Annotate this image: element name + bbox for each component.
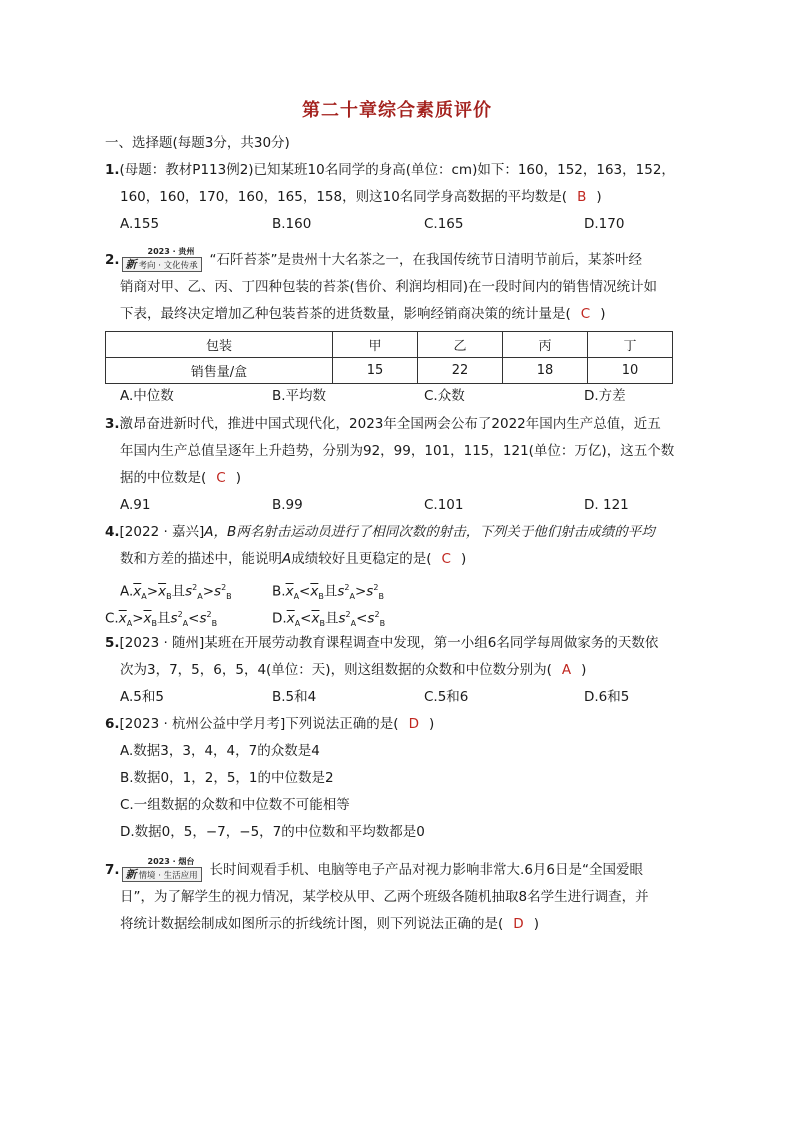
variance-symbol: s xyxy=(366,583,374,600)
variable-a: A xyxy=(282,551,292,567)
question-text: 数和方差的描述中，能说明 xyxy=(120,551,282,567)
square: 2 xyxy=(373,583,379,592)
question-text: (母题：教材P113例2)已知某班10名同学的身高(单位：cm)如下：160，152，163，152， xyxy=(119,162,675,178)
table-cell: 22 xyxy=(418,358,503,384)
option-d: D.6和5 xyxy=(584,689,630,705)
paren-close: ) xyxy=(600,306,606,322)
variance-symbol: s xyxy=(170,610,178,627)
subscript-b: B xyxy=(318,592,324,602)
option-b: B.5和4 xyxy=(272,689,317,705)
subscript-b: B xyxy=(379,619,386,629)
paren-close: ) xyxy=(460,551,467,567)
table-cell: 甲 xyxy=(333,332,418,358)
question-number: 6. xyxy=(105,716,120,732)
conjunction: 且 xyxy=(157,610,171,627)
mean-symbol: $\overline{x}$ xyxy=(285,583,294,600)
option-c: C.165 xyxy=(424,216,464,232)
mean-symbol: $\overline{x}$ xyxy=(143,610,152,627)
variance-symbol: s xyxy=(338,610,346,627)
badge-main: 新 xyxy=(125,868,137,881)
question-text: A，B两名射击运动员进行了相同次数的射击，下列关于他们射击成绩的平均 xyxy=(204,524,655,540)
subscript-b: B xyxy=(211,619,218,629)
option-d xyxy=(272,605,385,634)
answer-mark: C xyxy=(441,551,451,567)
conjunction: 且 xyxy=(323,583,338,600)
question-2-line-2: 销商对甲、乙、丙、丁四种包装的苔茶(售价、利润均相同)在一段时间内的销售情况统计如 xyxy=(120,279,658,295)
relation: < xyxy=(300,610,312,627)
subscript-b: B xyxy=(226,592,232,602)
answer-mark: B xyxy=(577,189,587,205)
question-1-line-2 xyxy=(120,187,602,207)
option-c: C.众数 xyxy=(424,388,465,404)
subscript-a: A xyxy=(349,592,355,602)
question-1-line-1 xyxy=(105,160,675,180)
option-b: B.数据0，1，2，5，1的中位数是2 xyxy=(120,770,334,786)
option-a: A.数据3，3，4，4，7的众数是4 xyxy=(120,743,320,759)
option-b: B.99 xyxy=(272,497,303,513)
option-label: C. xyxy=(105,610,119,627)
question-7-line-3 xyxy=(120,914,539,934)
mean-symbol: $\overline{x}$ xyxy=(118,610,127,627)
question-text: 160，160，170，160，165，158，则这10名同学身高数据的平均数是( xyxy=(120,189,568,205)
option-d: D.方差 xyxy=(584,388,626,404)
square: 2 xyxy=(192,583,198,592)
question-3-line-2: 年国内生产总值呈逐年上升趋势，分别为92，99，101，115，121(单位：万亿)，这五个数 xyxy=(120,443,675,459)
subscript-b: B xyxy=(151,619,158,629)
option-label: B. xyxy=(272,583,286,600)
option-c xyxy=(105,605,217,634)
question-text: “石阡苔茶”是贵州十大名茶之一，在我国传统节日清明节前后，某茶叶经 xyxy=(209,252,643,268)
option-c: C.一组数据的众数和中位数不可能相等 xyxy=(120,797,350,813)
question-text: 据的中位数是( xyxy=(120,470,207,486)
subscript-a: A xyxy=(182,619,189,629)
badge-text: 考向 · 文化传承 xyxy=(138,261,198,271)
question-text: 次为3，7，5，6，5，4(单位：天)，则这组数据的众数和中位数分别为( xyxy=(120,662,552,678)
variance-symbol: s xyxy=(214,583,222,600)
table-cell: 销售量/盒 xyxy=(106,358,333,384)
relation: < xyxy=(299,583,311,600)
relation: > xyxy=(132,610,144,627)
badge-box xyxy=(122,867,202,882)
option-d: D.170 xyxy=(584,216,625,232)
conjunction: 且 xyxy=(171,583,186,600)
option-label: A. xyxy=(120,583,134,600)
subscript-a: A xyxy=(197,592,203,602)
question-5-line-1 xyxy=(105,633,658,653)
question-2-line-3 xyxy=(120,304,606,324)
option-a: A.5和5 xyxy=(120,689,164,705)
answer-mark: D xyxy=(408,716,419,732)
option-label: D. xyxy=(272,610,287,627)
source-badge xyxy=(122,857,208,881)
variance-symbol: s xyxy=(337,583,345,600)
paren-close: ) xyxy=(581,662,587,678)
badge-year: 2023 · 贵州 xyxy=(147,247,195,256)
badge-year: 2023 · 烟台 xyxy=(147,857,195,866)
option-d: D. 121 xyxy=(584,497,629,513)
square: 2 xyxy=(177,610,183,619)
source-badge xyxy=(122,247,208,271)
question-number: 5. xyxy=(105,635,120,651)
page-title: 第二十章综合素质评价 xyxy=(302,100,492,121)
square: 2 xyxy=(206,610,212,619)
badge-box xyxy=(122,257,202,272)
option-a: A.91 xyxy=(120,497,151,513)
option-a: A.中位数 xyxy=(120,388,174,404)
option-a xyxy=(120,578,232,607)
mean-symbol: $\overline{x}$ xyxy=(311,610,320,627)
subscript-b: B xyxy=(319,619,325,629)
answer-mark: D xyxy=(513,916,524,932)
subscript-b: B xyxy=(378,592,384,602)
mean-symbol: $\overline{x}$ xyxy=(310,583,319,600)
mean-symbol: $\overline{x}$ xyxy=(158,583,167,600)
square: 2 xyxy=(221,583,227,592)
question-text: 长时间观看手机、电脑等电子产品对视力影响非常大.6月6日是“全国爱眼 xyxy=(209,862,643,878)
subscript-a: A xyxy=(293,592,300,602)
question-source: [2022 · 嘉兴] xyxy=(119,524,205,540)
question-3-line-1 xyxy=(105,414,661,434)
question-number: 7. xyxy=(105,862,120,878)
answer-mark: C xyxy=(580,306,591,322)
table-header-row xyxy=(106,332,673,358)
table-cell: 包装 xyxy=(106,332,333,358)
relation: > xyxy=(354,583,367,600)
table-row xyxy=(106,358,673,384)
question-4-line-1 xyxy=(105,522,655,542)
question-2-line-1 xyxy=(105,247,643,271)
table-cell: 丙 xyxy=(503,332,588,358)
question-5-line-2 xyxy=(120,660,586,680)
mean-symbol: $\overline{x}$ xyxy=(133,583,142,600)
subscript-a: A xyxy=(126,619,133,629)
option-d: D.数据0，5，−7，−5，7的中位数和平均数都是0 xyxy=(120,824,425,840)
paren-close: ) xyxy=(235,470,241,486)
question-7-line-2: 日”，为了解学生的视力情况，某学校从甲、乙两个班级各随机抽取8名学生进行调查，并 xyxy=(120,889,649,905)
sales-table xyxy=(105,331,673,384)
square: 2 xyxy=(374,610,380,619)
question-text: 下表，最终决定增加乙种包装苔茶的进货数量，影响经销商决策的统计量是( xyxy=(120,306,571,322)
answer-mark: A xyxy=(561,662,572,678)
subscript-a: A xyxy=(350,619,357,629)
option-b: B.平均数 xyxy=(272,388,327,404)
answer-mark: C xyxy=(216,470,226,486)
badge-text: 情境 · 生活应用 xyxy=(138,871,198,881)
variance-symbol: s xyxy=(185,583,193,600)
paren-close: ) xyxy=(596,189,602,205)
relation: > xyxy=(202,583,215,600)
square: 2 xyxy=(345,610,351,619)
option-c: C.5和6 xyxy=(424,689,469,705)
question-3-line-3 xyxy=(120,468,241,488)
question-number: 4. xyxy=(105,524,120,540)
subscript-a: A xyxy=(294,619,301,629)
question-6-line-1 xyxy=(105,714,434,734)
question-number: 3. xyxy=(105,416,120,432)
question-number: 2. xyxy=(105,252,120,268)
subscript-a: A xyxy=(141,592,147,602)
question-text: 激昂奋进新时代，推进中国式现代化，2023年全国两会公布了2022年国内生产总值，近五 xyxy=(119,416,661,432)
option-a: A.155 xyxy=(120,216,160,232)
question-text: 将统计数据绘制成如图所示的折线统计图，则下列说法正确的是( xyxy=(120,916,504,932)
section-heading: 一、选择题(每题3分，共30分) xyxy=(105,135,290,151)
table-cell: 乙 xyxy=(418,332,503,358)
table-cell: 18 xyxy=(503,358,588,384)
table-cell: 丁 xyxy=(588,332,673,358)
mean-symbol: $\overline{x}$ xyxy=(286,610,295,627)
badge-main: 新 xyxy=(125,258,137,271)
table-cell: 10 xyxy=(588,358,673,384)
relation: < xyxy=(188,610,200,627)
conjunction: 且 xyxy=(324,610,339,627)
question-text: [2023 · 杭州公益中学月考]下列说法正确的是( xyxy=(119,716,399,732)
variance-symbol: s xyxy=(199,610,207,627)
option-c: C.101 xyxy=(424,497,464,513)
table-cell: 15 xyxy=(333,358,418,384)
paren-close: ) xyxy=(533,916,539,932)
question-text: 成绩较好且更稳定的是( xyxy=(291,551,432,567)
subscript-b: B xyxy=(166,592,172,602)
question-7-line-1 xyxy=(105,857,643,881)
paren-close: ) xyxy=(428,716,435,732)
option-b: B.160 xyxy=(272,216,312,232)
question-4-line-2 xyxy=(120,549,466,569)
variance-symbol: s xyxy=(367,610,375,627)
option-b xyxy=(272,578,384,607)
question-number: 1. xyxy=(105,162,120,178)
question-text: [2023 · 随州]某班在开展劳动教育课程调查中发现，第一小组6名同学每周做家务的天数依 xyxy=(119,635,659,651)
relation: > xyxy=(146,583,159,600)
square: 2 xyxy=(344,583,350,592)
relation: < xyxy=(356,610,368,627)
